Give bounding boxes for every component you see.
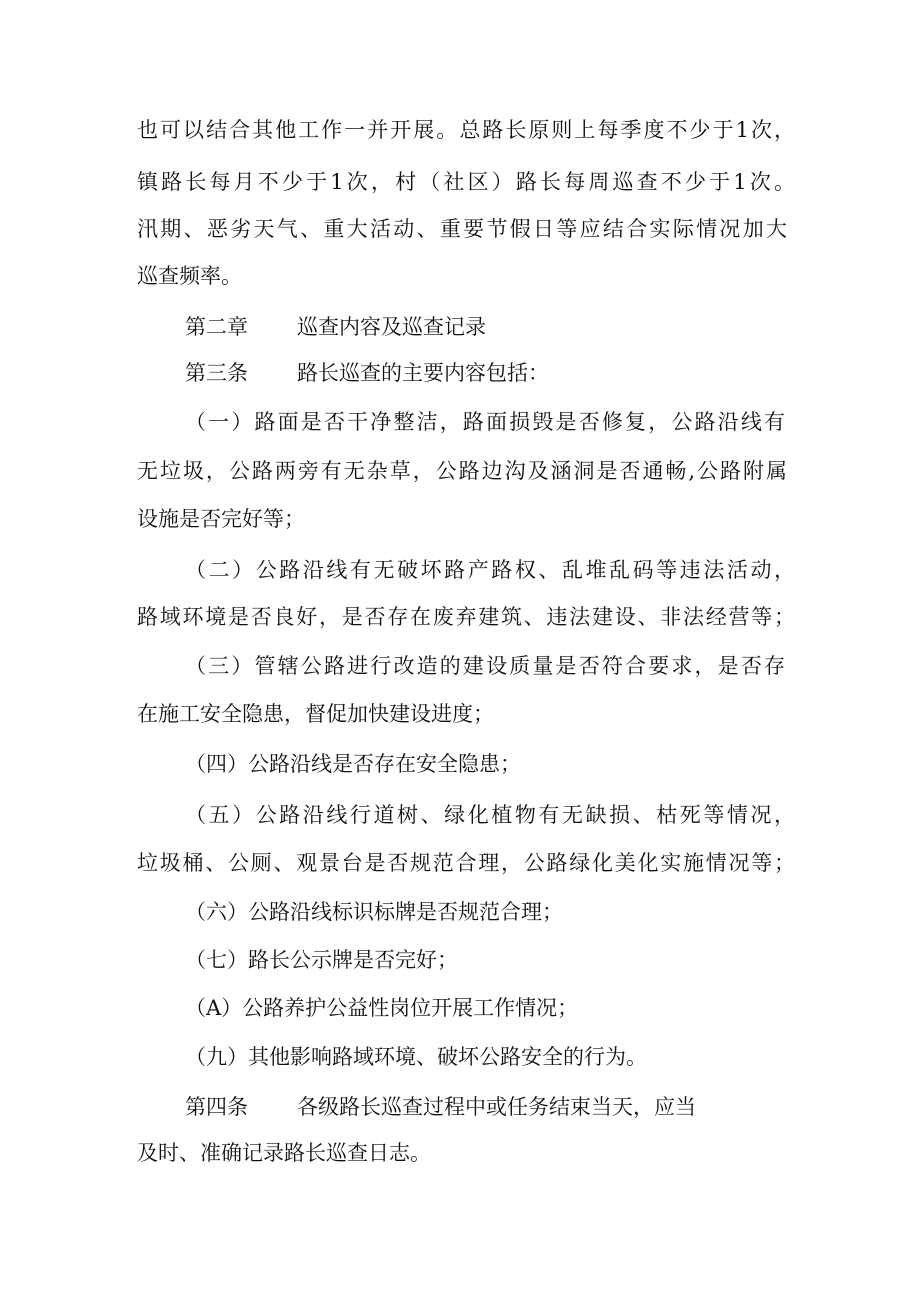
item-line: 垃圾桶、公厕、观景台是否规范合理，公路绿化美化实施情况等； <box>137 851 795 875</box>
paragraph-line: 也可以结合其他工作一并开展。总路长原则上每季度不少于1次， <box>137 118 795 142</box>
article-number: 第四条 <box>185 1095 248 1119</box>
paragraph-line: 汛期、恶劣天气、重大活动、重要节假日等应结合实际情况加大 <box>137 217 787 241</box>
item-line: （二）公路沿线有无破坏路产路权、乱堆乱码等违法活动， <box>185 558 795 582</box>
item-line: 在施工安全隐患，督促加快建设进度； <box>137 702 494 726</box>
item-line: （A）公路养护公益性岗位开展工作情况； <box>185 996 579 1020</box>
item-line: （七）路长公示牌是否完好； <box>185 948 458 972</box>
article-text: 各级路长巡查过程中或任务结束当天，应当 <box>297 1095 696 1119</box>
article-text: 路长巡查的主要内容包括： <box>297 361 549 385</box>
paragraph-line: 镇路长每月不少于1次，村（社区）路长每周巡查不少于1次。 <box>137 170 795 194</box>
item-line: 无垃圾，公路两旁有无杂草，公路边沟及涵洞是否通畅,公路附属 <box>137 459 787 483</box>
article-heading <box>185 1094 843 1120</box>
item-line: （四）公路沿线是否存在安全隐患； <box>185 752 521 776</box>
item-line: （九）其他影响路域环境、破坏公路安全的行为。 <box>185 1045 647 1069</box>
item-line: （一）路面是否干净整洁，路面损毁是否修复，公路沿线有 <box>185 410 785 434</box>
paragraph-line: 巡查频率。 <box>137 264 242 288</box>
paragraph-line: 及时、准确记录路长巡查日志。 <box>137 1141 431 1165</box>
article-heading <box>185 360 843 386</box>
item-line: （六）公路沿线标识标牌是否规范合理； <box>185 900 563 924</box>
item-line: 路域环境是否良好，是否存在废弃建筑、违法建设、非法经营等； <box>137 605 795 629</box>
chapter-title: 巡查内容及巡查记录 <box>297 315 486 339</box>
chapter-heading <box>185 314 843 340</box>
item-line: （三）管辖公路进行改造的建设质量是否符合要求，是否存 <box>185 654 785 678</box>
chapter-number: 第二章 <box>185 315 248 339</box>
item-line: 设施是否完好等； <box>137 507 305 531</box>
item-line: （五）公路沿线行道树、绿化植物有无缺损、枯死等情况， <box>185 803 795 827</box>
article-number: 第三条 <box>185 361 248 385</box>
